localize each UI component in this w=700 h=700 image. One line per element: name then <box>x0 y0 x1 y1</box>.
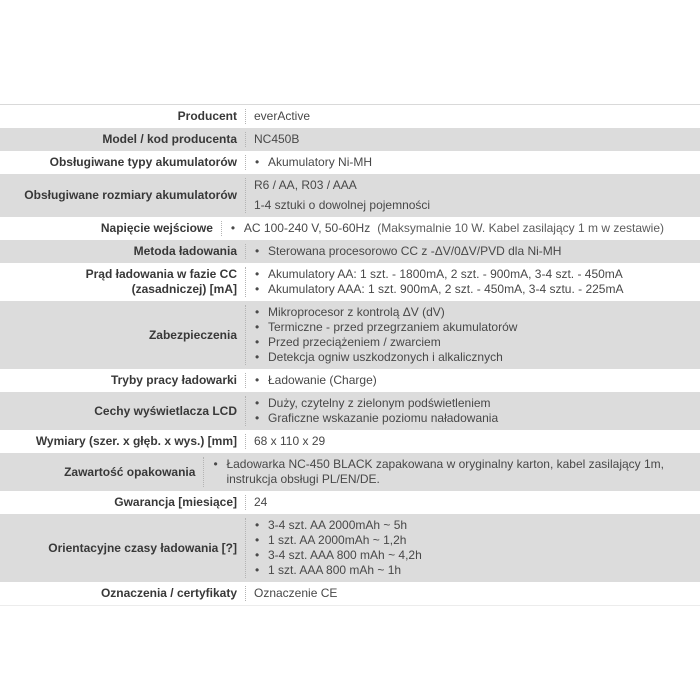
spec-value <box>246 396 700 426</box>
spec-line <box>254 335 664 350</box>
spec-row-oznaczenia <box>0 582 700 605</box>
spec-label: Obsługiwane typy akumulatorów <box>0 155 246 170</box>
spec-line <box>254 434 664 449</box>
spec-value <box>246 178 700 213</box>
spec-label: Prąd ładowania w fazie CC (zasadniczej) [mA] <box>0 267 246 297</box>
spec-value-text: Ładowanie (Charge) <box>268 373 377 387</box>
spec-line <box>254 411 664 426</box>
spec-line <box>254 495 664 510</box>
spec-value-text: 3-4 szt. AAA 800 mAh ~ 4,2h <box>268 548 422 562</box>
bullet-icon: • <box>255 350 260 364</box>
spec-line <box>254 548 664 563</box>
spec-value-note: (Maksymalnie 10 W. Kabel zasilający 1 m w zestawie) <box>377 221 664 235</box>
spec-line <box>254 244 664 259</box>
spec-value <box>246 518 700 578</box>
spec-value <box>246 244 700 259</box>
spec-value-text: Oznaczenie CE <box>254 586 338 600</box>
spec-label: Producent <box>0 109 246 124</box>
spec-line <box>230 221 664 236</box>
spec-label: Cechy wyświetlacza LCD <box>0 396 246 426</box>
spec-value <box>246 495 700 510</box>
spec-value-text: NC450B <box>254 132 300 146</box>
spec-value <box>246 586 700 601</box>
spec-line <box>254 282 664 297</box>
spec-label: Metoda ładowania <box>0 244 246 259</box>
bullet-icon: • <box>255 244 260 258</box>
spec-value-text: Akumulatory AA: 1 szt. - 1800mA, 2 szt. - 900mA, 3-4 szt. - 450mA <box>268 267 623 281</box>
spec-label: Napięcie wejściowe <box>0 221 222 236</box>
spec-value <box>246 132 700 147</box>
spec-row-prad-ladowania <box>0 263 700 301</box>
spec-label: Zawartość opakowania <box>0 457 204 487</box>
spec-value <box>246 373 700 388</box>
spec-value <box>246 267 700 297</box>
spec-value-text: AC 100-240 V, 50-60Hz <box>243 221 371 235</box>
spec-value-text: 1-4 sztuki o dowolnej pojemności <box>254 198 431 212</box>
spec-value-text-line1: Ładowarka NC-450 BLACK zapakowana w oryginalny karton, kabel zasilający 1m, <box>226 457 664 471</box>
spec-row-rozmiary-akumulatorow <box>0 174 700 217</box>
spec-value-text: Sterowana procesorowo CC z -ΔV/0ΔV/PVD dla Ni-MH <box>268 244 562 258</box>
spec-line <box>254 396 664 411</box>
spec-line <box>254 563 664 578</box>
spec-line <box>254 518 664 533</box>
spec-row-zabezpieczenia <box>0 301 700 369</box>
spec-line <box>254 305 664 320</box>
spec-row-typy-akumulatorow <box>0 151 700 174</box>
bullet-icon: • <box>255 320 260 334</box>
spec-label: Oznaczenia / certyfikaty <box>0 586 246 601</box>
spec-label: Tryby pracy ładowarki <box>0 373 246 388</box>
spec-row-tryby-pracy <box>0 369 700 392</box>
bullet-icon: • <box>255 305 260 319</box>
spec-value-text: 3-4 szt. AA 2000mAh ~ 5h <box>268 518 408 532</box>
spec-value-text: 24 <box>254 495 268 509</box>
spec-value-text: Termiczne - przed przegrzaniem akumulatorów <box>268 320 518 334</box>
spec-line <box>254 178 664 193</box>
spec-line <box>254 198 664 213</box>
bullet-icon: • <box>255 518 260 532</box>
spec-line <box>254 586 664 601</box>
spec-value <box>222 221 700 236</box>
spec-line <box>254 267 664 282</box>
spec-line <box>212 457 664 487</box>
bullet-icon: • <box>255 563 260 577</box>
spec-line <box>254 350 664 365</box>
product-spec-table <box>0 104 700 606</box>
spec-row-czasy-ladowania <box>0 514 700 582</box>
spec-row-napiecie-wejsciowe <box>0 217 700 240</box>
spec-value <box>246 434 700 449</box>
bullet-icon: • <box>255 155 260 169</box>
bullet-icon: • <box>255 335 260 349</box>
bullet-icon: • <box>255 373 260 387</box>
spec-value-text: R6 / AA, R03 / AAA <box>254 178 357 192</box>
spec-row-metoda-ladowania <box>0 240 700 263</box>
spec-value <box>204 457 700 487</box>
bullet-icon: • <box>255 267 260 281</box>
spec-value-text: Detekcja ogniw uszkodzonych i alkalicznych <box>268 350 503 364</box>
spec-value-text: Graficzne wskazanie poziomu naładowania <box>268 411 499 425</box>
spec-value-text: Akumulatory Ni-MH <box>268 155 373 169</box>
spec-row-cechy-lcd <box>0 392 700 430</box>
bullet-icon: • <box>230 221 236 235</box>
bullet-icon: • <box>255 396 260 410</box>
spec-value-text: everActive <box>254 109 311 123</box>
bullet-icon: • <box>255 411 260 425</box>
spec-line <box>254 533 664 548</box>
bullet-icon: • <box>255 533 260 547</box>
bullet-icon: • <box>255 282 260 296</box>
spec-value <box>246 109 700 124</box>
spec-value-text: 68 x 110 x 29 <box>254 434 326 448</box>
spec-value-text <box>226 457 664 487</box>
spec-label: Wymiary (szer. x głęb. x wys.) [mm] <box>0 434 246 449</box>
spec-value-text: Przed przeciążeniem / zwarciem <box>268 335 441 349</box>
spec-line <box>254 320 664 335</box>
spec-value <box>246 155 700 170</box>
spec-label: Model / kod producenta <box>0 132 246 147</box>
spec-row-wymiary <box>0 430 700 453</box>
spec-row-producent <box>0 105 700 128</box>
spec-label: Gwarancja [miesiące] <box>0 495 246 510</box>
spec-value-text-line2: instrukcja obsługi PL/EN/DE. <box>226 472 380 486</box>
spec-value-text: Mikroprocesor z kontrolą ΔV (dV) <box>268 305 445 319</box>
bullet-icon: • <box>213 457 218 471</box>
spec-row-zawartosc-opakowania <box>0 453 700 491</box>
spec-line <box>254 109 664 124</box>
spec-label: Zabezpieczenia <box>0 305 246 365</box>
spec-line <box>254 373 664 388</box>
spec-value-text: 1 szt. AAA 800 mAh ~ 1h <box>268 563 402 577</box>
spec-line <box>254 132 664 147</box>
spec-label: Obsługiwane rozmiary akumulatorów <box>0 178 246 213</box>
spec-row-model <box>0 128 700 151</box>
spec-value-text: Akumulatory AAA: 1 szt. 900mA, 2 szt. - 450mA, 3-4 sztu. - 225mA <box>268 282 624 296</box>
spec-value-text: 1 szt. AA 2000mAh ~ 1,2h <box>268 533 407 547</box>
spec-label: Orientacyjne czasy ładowania [?] <box>0 518 246 578</box>
spec-row-gwarancja <box>0 491 700 514</box>
spec-value-text: Duży, czytelny z zielonym podświetleniem <box>268 396 491 410</box>
spec-value <box>246 305 700 365</box>
bullet-icon: • <box>255 548 260 562</box>
spec-line <box>254 155 664 170</box>
